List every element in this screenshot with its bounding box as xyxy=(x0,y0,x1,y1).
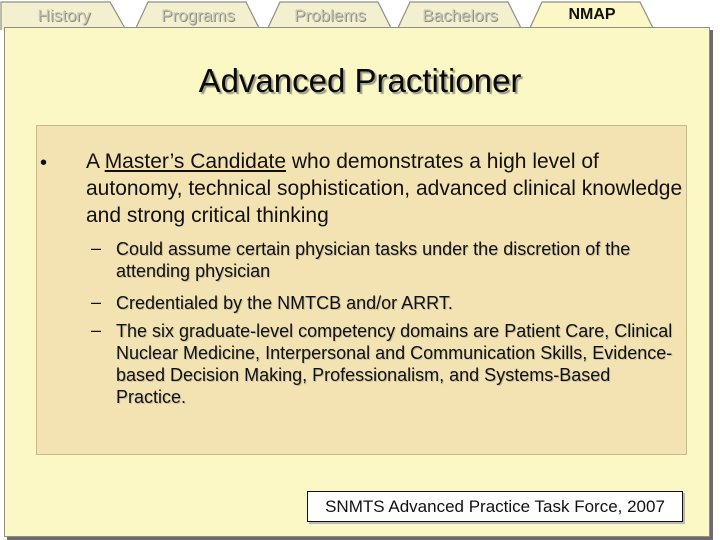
slide-title: Advanced Practitioner xyxy=(198,62,522,99)
tab-history[interactable] xyxy=(0,0,128,30)
tab-bar xyxy=(0,0,720,30)
tab-nmap-label: NMAP xyxy=(568,6,616,23)
tab-history-label: History xyxy=(37,6,91,25)
source-citation: SNMTS Advanced Practice Task Force, 2007 xyxy=(307,491,683,522)
sub-bullet-dash: – xyxy=(91,238,102,258)
tab-bachelors[interactable] xyxy=(396,0,524,30)
sub-bullet-dash: – xyxy=(91,292,102,312)
tab-bachelors-label: Bachelors xyxy=(422,6,498,25)
main-bullet-text xyxy=(86,148,686,229)
sub-bullet-text: The six graduate-level competency domains are Patient Care, Clinical Nuclear Medicine, Interpersonal and Communication Skills, Evidence-based Decision Making, Professionalism, and Systems-Based Practice. xyxy=(116,321,673,407)
main-bullet-post: who demonstrates a high level of autonomy, technical sophistication, advanced clinical knowledge and strong critical thinking xyxy=(86,150,683,227)
tab-programs-label: Programs xyxy=(161,6,235,25)
sub-bullet-text: Could assume certain physician tasks under the discretion of the attending physician xyxy=(116,239,631,281)
masters-candidate-term: Master’s Candidate xyxy=(104,150,287,173)
bullet-marker: • xyxy=(40,152,48,174)
tab-nmap[interactable] xyxy=(528,0,656,30)
sub-bullet-text: Credentialed by the NMTCB and/or ARRT. xyxy=(116,293,453,313)
tab-problems-label: Problems xyxy=(294,6,366,25)
sub-bullet-dash: – xyxy=(91,320,102,340)
tab-problems[interactable] xyxy=(266,0,394,30)
main-bullet-pre: A xyxy=(86,150,105,173)
tab-programs[interactable] xyxy=(134,0,262,30)
